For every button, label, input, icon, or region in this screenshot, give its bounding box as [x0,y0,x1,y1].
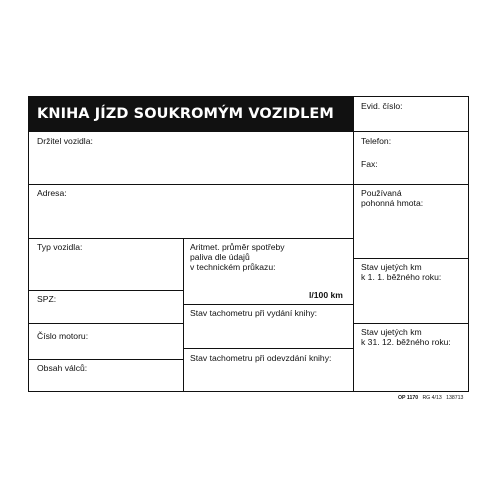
typ-vozidla-label: Typ vozidla: [37,242,83,252]
form-title: KNIHA JÍZD SOUKROMÝM VOZIDLEM [29,97,353,131]
stav-km-konec-line-1: Stav ujetých km [361,327,422,337]
divider-spotreba-bottom [183,304,353,305]
drzitel-vozidla-label: Držitel vozidla: [37,136,93,146]
tacho-vydani-label: Stav tachometru při vydání knihy: [190,308,318,318]
divider-typ-bottom [29,290,183,291]
stav-km-zacatek-line-2: k 1. 1. běžného roku: [361,272,442,282]
form-code: OP 1170 [398,395,419,401]
divider-motor-bottom [29,359,183,360]
divider-stav-zacatek-bottom [353,323,468,324]
divider-title-bottom [29,131,353,132]
divider-spz-bottom [29,323,183,324]
spotreba-unit: l/100 km [309,290,343,300]
prumer-spotreby-line-2: paliva dle údajů [190,252,250,262]
vehicle-logbook-form [28,96,469,392]
obsah-valcu-label: Obsah válců: [37,363,88,373]
form-number: 138713 [446,395,464,401]
pohonna-hmota-line-1: Používaná [361,188,402,198]
divider-drzitel-bottom [29,184,468,185]
stav-km-zacatek-line-1: Stav ujetých km [361,262,422,272]
evid-cislo-label: Evid. číslo: [361,101,403,111]
tacho-odevzdani-label: Stav tachometru při odevzdání knihy: [190,353,332,363]
divider-evid-bottom [353,131,468,132]
adresa-label: Adresa: [37,188,67,198]
divider-main-vertical [353,97,354,391]
prumer-spotreby-line-1: Aritmet. průměr spotřeby [190,242,285,252]
spz-label: SPZ: [37,294,57,304]
cislo-motoru-label: Číslo motoru: [37,331,89,341]
prumer-spotreby-line-3: v technickém průkazu: [190,262,276,272]
divider-adresa-bottom [29,238,353,239]
pohonna-hmota-line-2: pohonná hmota: [361,198,424,208]
stav-km-konec-line-2: k 31. 12. běžného roku: [361,337,451,347]
fax-label: Fax: [361,159,378,169]
form-codes [398,395,463,401]
divider-tacho-vydani-bottom [183,348,353,349]
form-revision: RG 4/13 [422,395,442,401]
divider-pohonna-bottom [353,258,468,259]
telefon-label: Telefon: [361,136,392,146]
divider-middle-vertical [183,238,184,391]
